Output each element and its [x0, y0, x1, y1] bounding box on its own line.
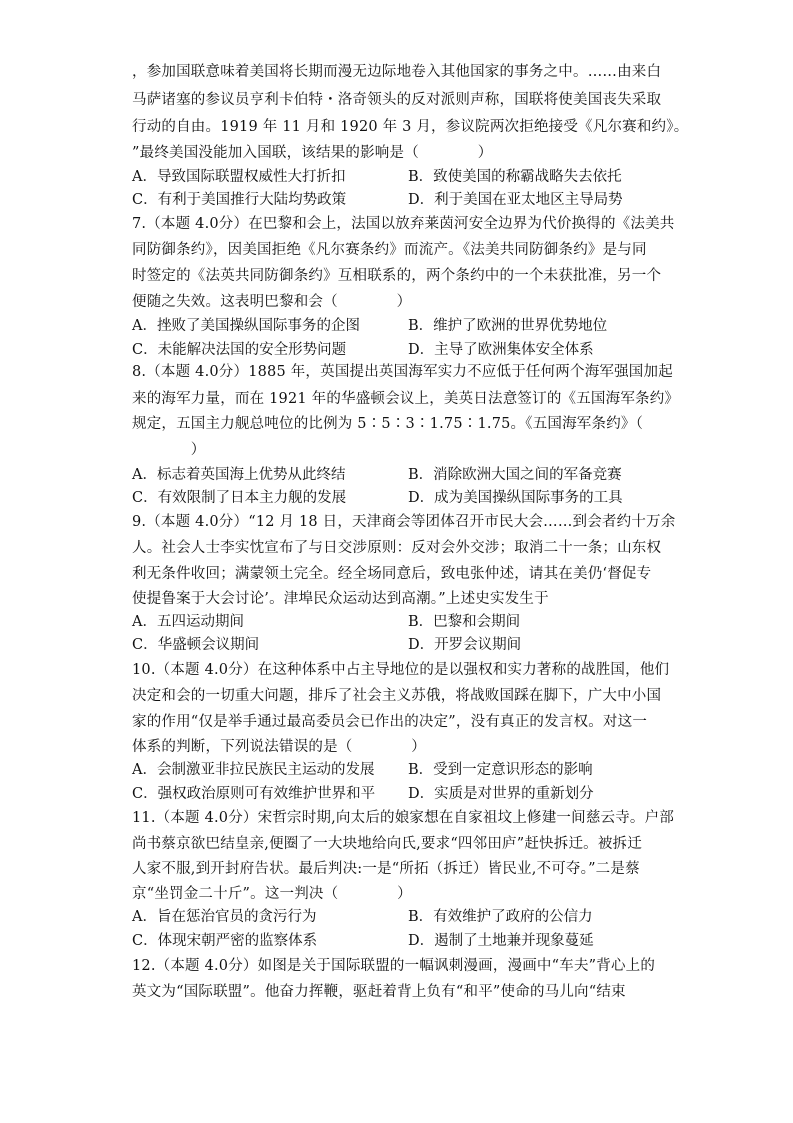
question-11-option-a: A．旨在惩治官员的贪污行为	[132, 909, 317, 925]
question-11-text-line: 尚书蔡京欲巴结皇亲,便圈了一大块地给向氏,要求“四邻田庐”赶快拆迁。被拆迁	[132, 836, 642, 852]
question-7-text-line: 7.（本题 4.0分）在巴黎和会上，法国以放弃莱茵河安全边界为代价换得的《法美共	[132, 216, 675, 232]
question-11-text-line: 京“坐罚金二十斤”。这一判决（ ）	[132, 886, 412, 902]
question-10-option-a: A．会制激亚非拉民族民主运动的发展	[132, 762, 375, 778]
question-6-text-line: 行动的自由。1919 年 11 月和 1920 年 3 月，参议院两次拒绝接受《凡尔赛和约》。	[132, 119, 689, 135]
question-6-text-line: ”最终美国没能加入国联，该结果的影响是（ ）	[132, 145, 493, 161]
question-8-text-line: 规定，五国主力舰总吨位的比例为 5∶5∶3∶1.75∶1.75。《五国海军条约》（	[132, 416, 644, 432]
question-9-option-a: A．五四运动期间	[132, 614, 244, 630]
question-11-option-b: B．有效维护了政府的公信力	[408, 909, 593, 925]
question-9-text-line: 使提鲁案于大会讨论’。津埠民众运动达到高潮。”上述史实发生于	[132, 591, 549, 607]
question-11-text-line: 11.（本题 4.0分）宋哲宗时期,向太后的娘家想在自家祖坟上修建一间慈云寺。户部	[132, 810, 675, 826]
question-9-option-c: C．华盛顿会议期间	[132, 637, 260, 653]
question-6-text-line: 马萨诸塞的参议员亨利卡伯特・洛奇领头的反对派则声称，国联将使美国丧失采取	[132, 92, 662, 108]
question-8-option-d: D．成为美国操纵国际事务的工具	[408, 490, 623, 506]
question-6-option-b: B．致使美国的称霸战略失去依托	[408, 169, 622, 185]
question-6-text-line: ，参加国联意味着美国将长期而漫无边际地卷入其他国家的事务之中。……由来白	[132, 64, 662, 80]
question-10-text-line: 体系的判断，下列说法错误的是（ ）	[132, 739, 426, 755]
question-6-option-d: D．利于美国在亚太地区主导局势	[408, 192, 623, 208]
question-11-text-line: 人家不服,到开封府告状。最后判决:一是“所拓（拆迁）皆民业,不可夺。”二是蔡	[132, 861, 640, 877]
question-10-text-line: 决定和会的一切重大问题，排斥了社会主义苏俄，将战败国踩在脚下，广大中小国	[132, 688, 662, 704]
question-7-text-line: 时签定的《法英共同防御条约》互相联系的，两个条约中的一个未获批准，另一个	[132, 268, 662, 284]
question-10-option-d: D．实质是对世界的重新划分	[408, 786, 594, 802]
question-6-option-c: C．有利于美国推行大陆均势政策	[132, 192, 347, 208]
question-7-text-line: 便随之失效。这表明巴黎和会（ ）	[132, 294, 412, 310]
question-7-option-a: A．挫败了美国操纵国际事务的企图	[132, 318, 360, 334]
question-10-text-line: 家的作用“仅是举手通过最高委员会已作出的决定”，没有真正的发言权。对这一	[132, 714, 648, 730]
question-8-text-line: ）	[132, 442, 206, 458]
question-9-text-line: 9.（本题 4.0分）“12 月 18 日，天津商会等团体召开市民大会……到会者约十万余	[132, 514, 676, 530]
question-7-option-d: D．主导了欧洲集体安全体系	[408, 342, 594, 358]
question-10-option-b: B．受到一定意识形态的影响	[408, 762, 593, 778]
question-9-text-line: 利无条件收回；满蒙领土完全。经全场同意后，致电张仲述，请其在美仍‘督促专	[132, 566, 652, 582]
question-9-option-b: B．巴黎和会期间	[408, 614, 521, 630]
question-6-option-a: A．导致国际联盟权威性大打折扣	[132, 169, 346, 185]
question-7-text-line: 同防御条约》，因美国拒绝《凡尔赛条约》而流产。《法美共同防御条约》是与同	[132, 242, 647, 258]
question-10-text-line: 10.（本题 4.0分）在这种体系中占主导地位的是以强权和实力著称的战胜国，他们	[132, 662, 670, 678]
question-10-option-c: C．强权政治原则可有效维护世界和平	[132, 786, 376, 802]
question-8-option-c: C．有效限制了日本主力舰的发展	[132, 490, 347, 506]
question-12-text-line: 英文为“国际联盟”。他奋力挥鞭，驱赶着背上负有“和平”使命的马儿向“结束	[132, 984, 626, 1000]
question-11-option-d: D．遏制了土地兼并现象蔓延	[408, 933, 594, 949]
question-11-option-c: C．体现宋朝严密的监察体系	[132, 933, 318, 949]
question-12-text-line: 12.（本题 4.0分）如图是关于国际联盟的一幅讽刺漫画，漫画中“车夫”背心上的	[132, 958, 656, 974]
question-7-option-b: B．维护了欧洲的世界优势地位	[408, 318, 608, 334]
question-8-text-line: 8.（本题 4.0分）1885 年，英国提出英国海军实力不应低于任何两个海军强国加起	[132, 364, 673, 380]
question-8-option-a: A．标志着英国海上优势从此终结	[132, 467, 346, 483]
question-7-option-c: C．未能解决法国的安全形势问题	[132, 342, 347, 358]
question-9-option-d: D．开罗会议期间	[408, 637, 522, 653]
question-8-text-line: 来的海军力量，而在 1921 年的华盛顿会议上，美英日法意签订的《五国海军条约》	[132, 391, 680, 407]
question-9-text-line: 人。社会人士李实忱宣布了与日交涉原则：反对会外交涉；取消二十一条；山东权	[132, 540, 662, 556]
question-8-option-b: B．消除欧洲大国之间的军备竞赛	[408, 467, 622, 483]
